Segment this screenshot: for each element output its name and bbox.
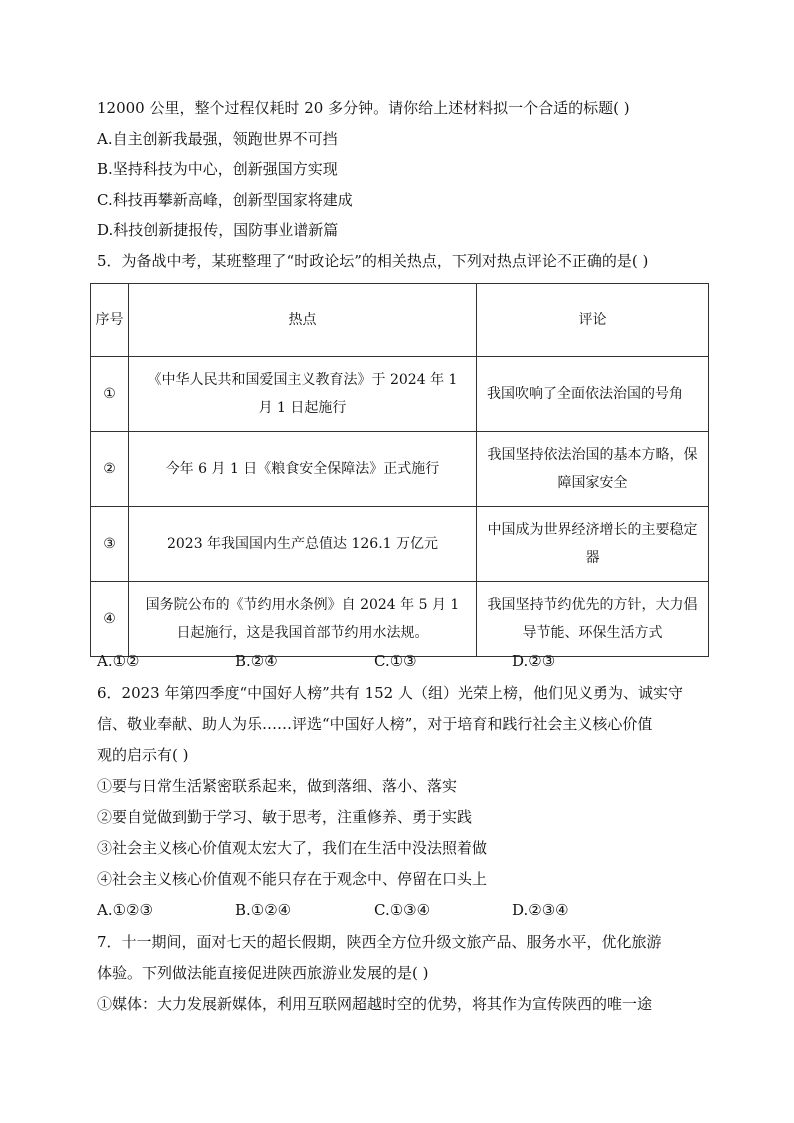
- q6-item-3: ③社会主义核心价值观太宏大了，我们在生活中没法照着做: [97, 839, 488, 857]
- q5-choice-c: C.①③: [374, 652, 417, 670]
- q6-choice-c: C.①③④: [374, 901, 431, 919]
- row-hotspot: 今年 6 月 1 日《粮食安全保障法》正式施行: [129, 432, 477, 507]
- q5-choice-b: B.②④: [235, 652, 278, 670]
- row-comment: 我国坚持节约优先的方针，大力倡导节能、环保生活方式: [477, 582, 709, 657]
- header-hotspot: 热点: [129, 284, 477, 357]
- q6-item-4: ④社会主义核心价值观不能只存在于观念中、停留在口头上: [97, 870, 488, 888]
- q7-stem-line-1: 7．十一期间，面对七天的超长假期，陕西全方位升级文旅产品、服务水平，优化旅游: [97, 933, 662, 951]
- q4-option-b: B.坚持科技为中心，创新强国方实现: [97, 160, 338, 178]
- q5-choice-a: A.①②: [97, 652, 140, 670]
- q4-option-d: D.科技创新捷报传，国防事业谱新篇: [97, 221, 339, 239]
- table-row: [91, 582, 709, 657]
- row-no: ③: [91, 507, 129, 582]
- header-comment: 评论: [477, 284, 709, 357]
- q5-stem: 5．为备战中考，某班整理了“时政论坛”的相关热点，下列对热点评论不正确的是( ): [97, 252, 649, 270]
- row-comment: 中国成为世界经济增长的主要稳定器: [477, 507, 709, 582]
- table-header-row: [91, 284, 709, 357]
- row-hotspot: 《中华人民共和国爱国主义教育法》于 2024 年 1 月 1 日起施行: [129, 357, 477, 432]
- q5-choice-d: D.②③: [512, 652, 556, 670]
- table-row: [91, 357, 709, 432]
- row-no: ④: [91, 582, 129, 657]
- table-row: [91, 432, 709, 507]
- row-no: ①: [91, 357, 129, 432]
- q6-choice-a: A.①②③: [97, 901, 153, 919]
- row-hotspot: 2023 年我国国内生产总值达 126.1 万亿元: [129, 507, 477, 582]
- q4-option-c: C.科技再攀新高峰，创新型国家将建成: [97, 191, 353, 209]
- q6-stem-line-1: 6．2023 年第四季度“中国好人榜”共有 152 人（组）光荣上榜，他们见义勇为、诚实守: [97, 684, 683, 702]
- q6-item-1: ①要与日常生活紧密联系起来，做到落细、落小、落实: [97, 777, 458, 795]
- row-no: ②: [91, 432, 129, 507]
- q5-hotspot-table: [90, 283, 709, 657]
- row-comment: 我国坚持依法治国的基本方略，保障国家安全: [477, 432, 709, 507]
- header-no: 序号: [91, 284, 129, 357]
- q6-stem-line-3: 观的启示有( ): [97, 746, 189, 764]
- q4-stem-tail: 12000 公里，整个过程仅耗时 20 多分钟。请你给上述材料拟一个合适的标题( ): [97, 99, 630, 117]
- q4-option-a: A.自主创新我最强，领跑世界不可挡: [97, 130, 338, 148]
- q7-stem-line-2: 体验。下列做法能直接促进陕西旅游业发展的是( ): [97, 964, 429, 982]
- q6-stem-line-2: 信、敬业奉献、助人为乐……评选“中国好人榜”，对于培育和践行社会主义核心价值: [97, 715, 653, 733]
- q6-choice-d: D.②③④: [512, 901, 569, 919]
- q6-choice-b: B.①②④: [235, 901, 292, 919]
- q6-item-2: ②要自觉做到勤于学习、敏于思考，注重修养、勇于实践: [97, 808, 473, 826]
- row-comment: 我国吹响了全面依法治国的号角: [477, 357, 709, 432]
- q7-item-1: ①媒体：大力发展新媒体，利用互联网超越时空的优势，将其作为宣传陕西的唯一途: [97, 995, 653, 1013]
- table-row: [91, 507, 709, 582]
- row-hotspot: 国务院公布的《节约用水条例》自 2024 年 5 月 1 日起施行，这是我国首部节约用水法规。: [129, 582, 477, 657]
